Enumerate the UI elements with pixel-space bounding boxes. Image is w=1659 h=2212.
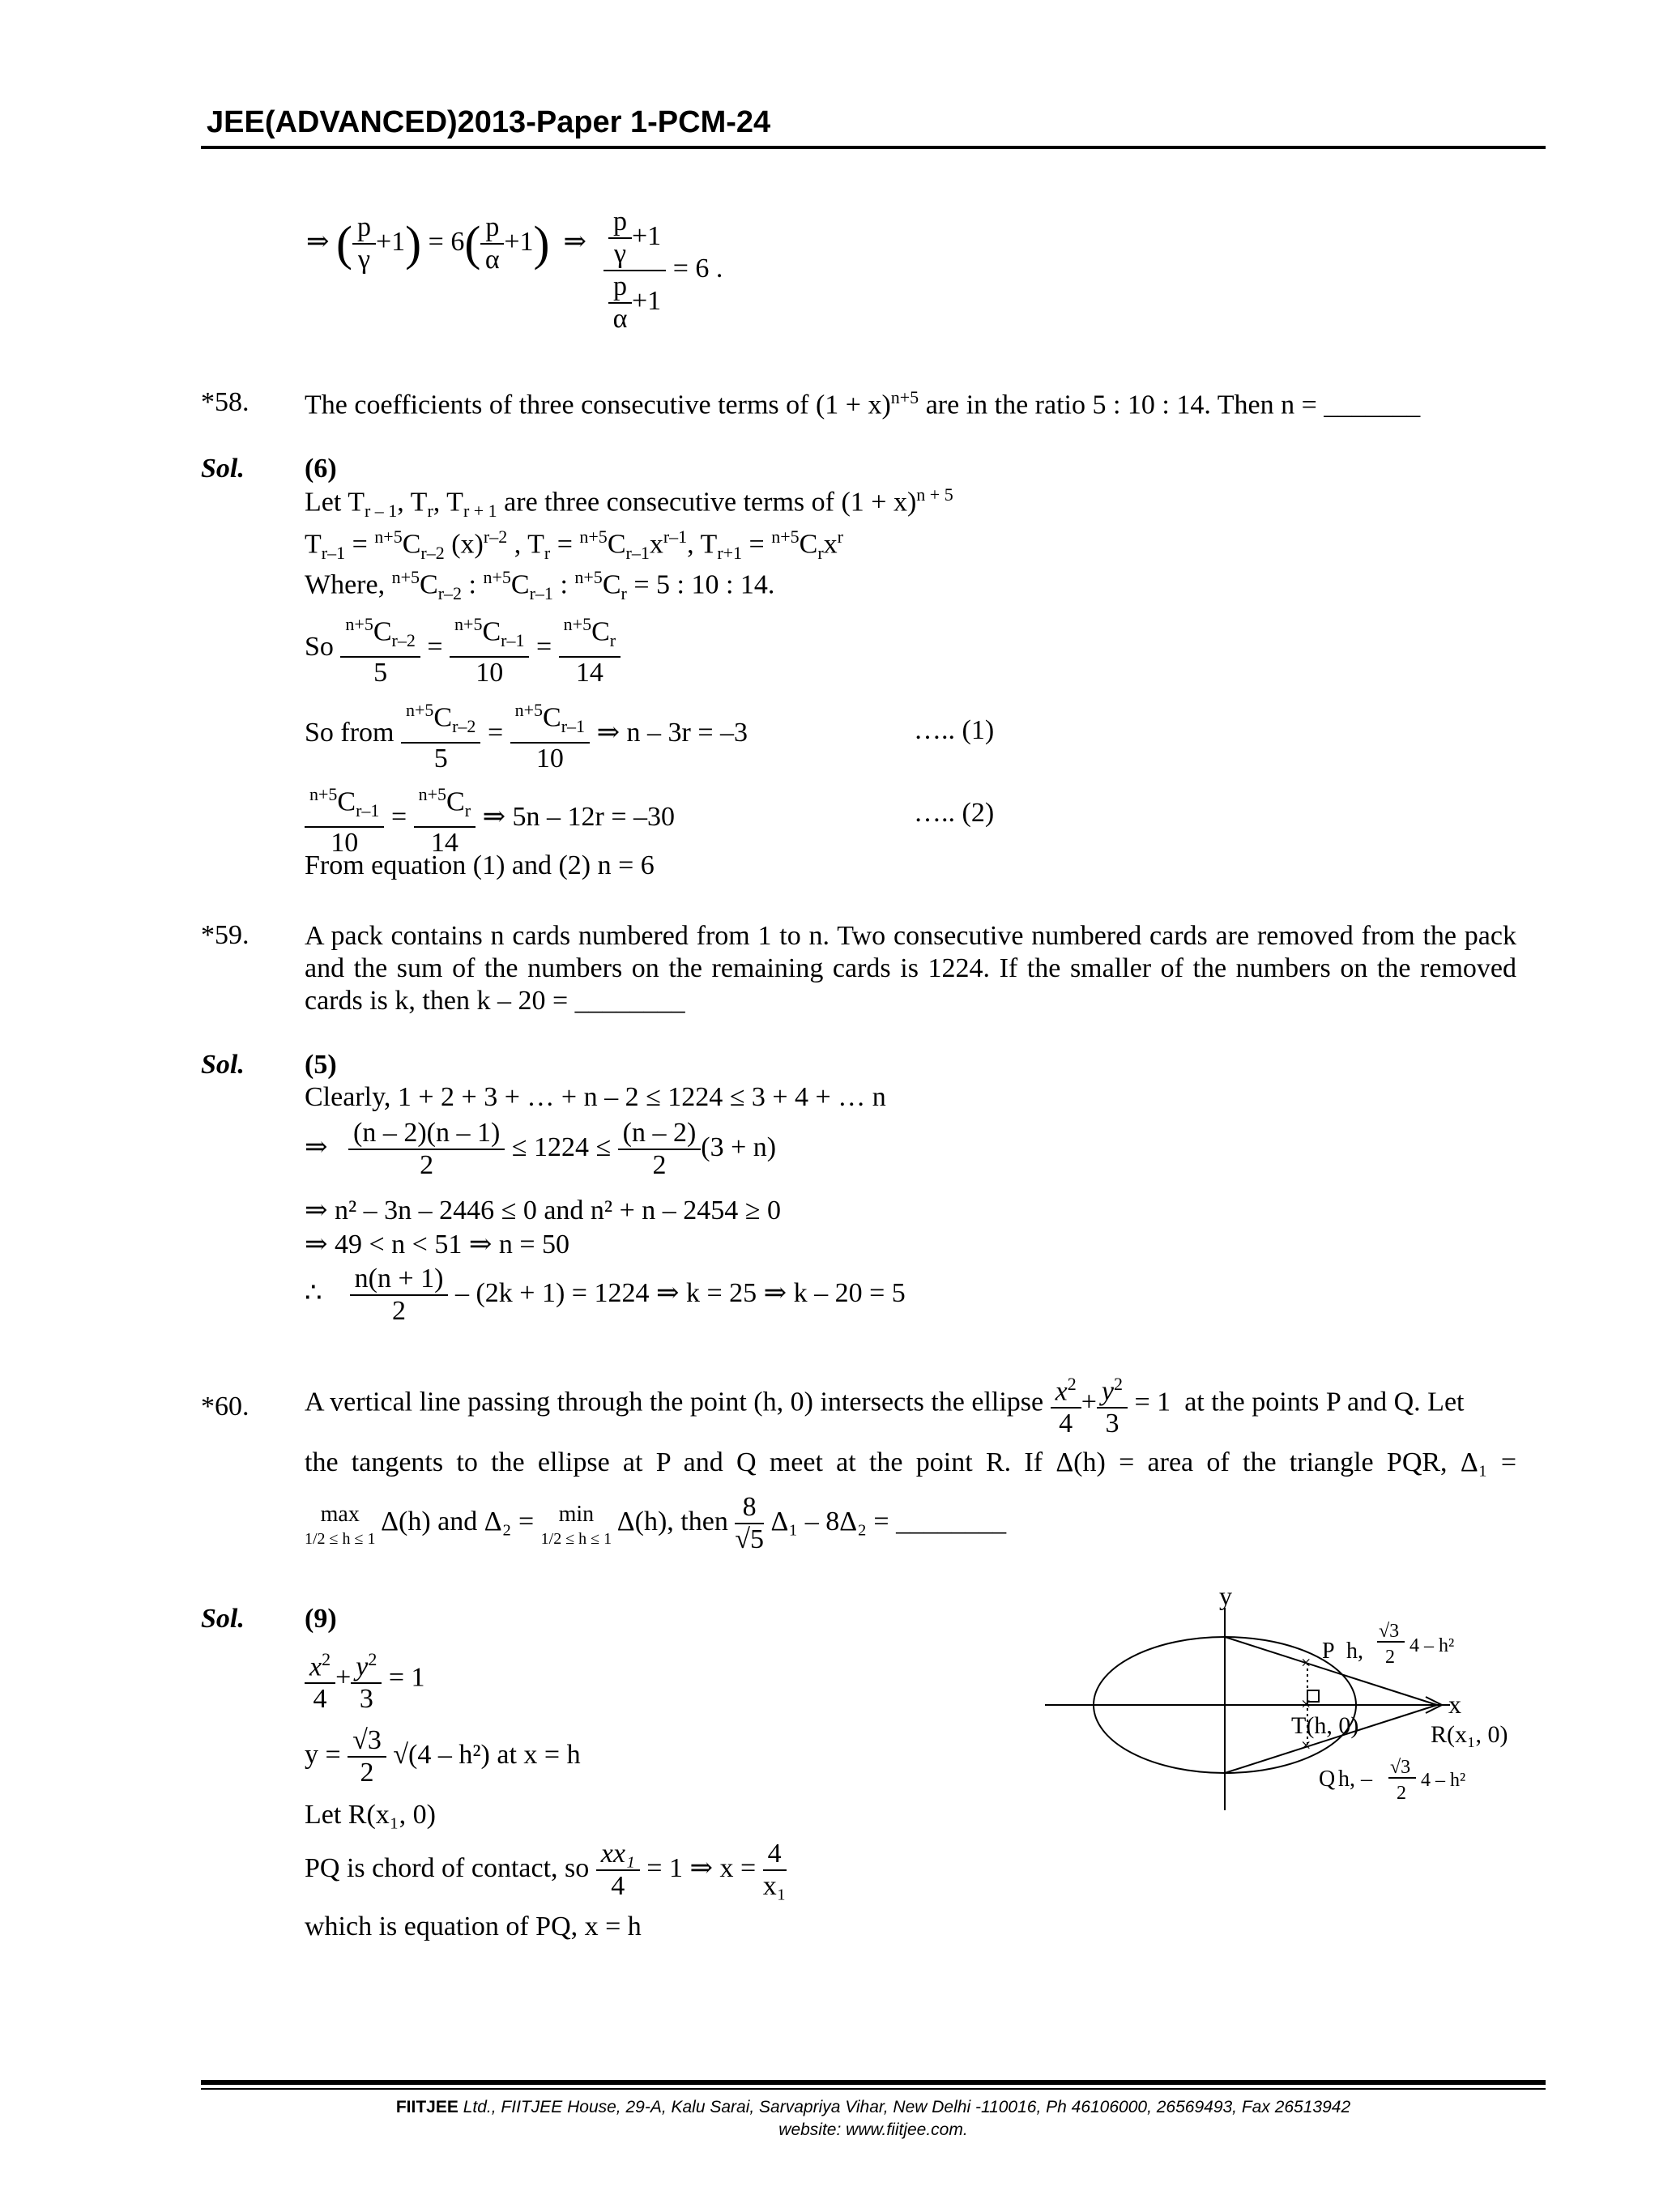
sol59-n-value: ⇒ 49 < n < 51 ⇒ n = 50 <box>305 1230 570 1259</box>
sol58-conclusion: From equation (1) and (2) n = 6 <box>305 850 655 880</box>
figure-p-label: P <box>1322 1639 1335 1664</box>
figure-x-label: x <box>1448 1690 1461 1719</box>
point-markers <box>1301 1652 1311 1755</box>
sol58-line1: Let $T_{r - 1}$, $T_r$, $T_{r + 1}$ are three consecutive terms of $(1 + x)^{n + 5}$ <box>305 484 953 522</box>
sol58-so-from: So from $\frac{^{n+5}C_{r-2}}{5}$ = $\frac{^{n+5}C_{r-1}}{10}$ ⇒ n – 3r = –3 <box>305 695 748 774</box>
page-header-title: JEE(ADVANCED)2013-Paper 1-PCM-24 <box>207 105 771 139</box>
question-59-text: A pack contains n cards numbered from 1 to n. Two consecutive numbered cards are removed from the pack and the sum of the numbers on the remaining cards is 1224. If the smaller of the numbers on the removed cards is k, then k – 20 = ________ <box>305 921 1516 1016</box>
sol60-y-equation: y = $\frac{√3}{2}$ √(4 – h²) at x = h <box>305 1725 581 1788</box>
sol60-chord: PQ is chord of contact, so $\frac{\text{xx₁}}{4}$ = 1 ⇒ x = $\frac{4}{\text{x₁}}$ <box>305 1839 787 1901</box>
carried-fraction: $\frac{p}{\gamma}$ +1 $\frac{p}{\alpha}$ +1 = 6 . <box>603 207 723 335</box>
header-rule <box>201 146 1546 149</box>
p-marker: × <box>1301 1652 1311 1673</box>
answer-58: (6) <box>305 454 337 484</box>
figure-y-label: y <box>1219 1592 1232 1610</box>
solution-label-59: Sol. <box>201 1050 245 1080</box>
answer-59: (5) <box>305 1050 337 1080</box>
carried-equation: ⇒ ( $\frac{p}{\gamma}$ +1) = 6( $\frac{p}{\alpha}$ +1) ⇒ <box>306 212 586 275</box>
solution-label-58: Sol. <box>201 454 245 484</box>
q-marker: × <box>1301 1735 1311 1755</box>
question-60-line1: A vertical line passing through the point (h, 0) intersects the ellipse $\frac{x^2}{4}$ + $\frac{y^2}{3}$ = 1 at the points P and Q. Let <box>305 1369 1464 1439</box>
sol58-where: Where, $^{n+5}C_{r-2}$ : $^{n+5}C_{r-1}$ : $^{n+5}C_r = 5$ : 10 : 14. <box>305 567 775 604</box>
sol60-ellipse-eq: $\frac{x^2}{4}$ + $\frac{y^2}{3}$ = 1 <box>305 1644 425 1715</box>
sol60-last-line: which is equation of PQ, x = h <box>305 1912 642 1941</box>
equation-tag-2: ….. (2) <box>914 798 995 828</box>
figure-p-coord: h, <box>1346 1639 1363 1664</box>
figure-q-coord: h, – <box>1338 1767 1372 1792</box>
figure-q-label: Q <box>1319 1767 1336 1792</box>
footer-rule-thick <box>201 2080 1546 2085</box>
figure-t-label: T(h, 0) <box>1291 1712 1359 1739</box>
figure-p-root3: √3 <box>1379 1621 1400 1642</box>
figure-p-root: 4 – h² <box>1410 1635 1455 1656</box>
sol60-let-r: Let R(x₁, 0) <box>305 1800 436 1830</box>
ellipse-tangent-figure <box>1045 1592 1547 1826</box>
t-marker: × <box>1301 1694 1311 1714</box>
figure-q-two: 2 <box>1397 1783 1406 1804</box>
footer-rule-thin <box>201 2088 1546 2090</box>
figure-q-root3: √3 <box>1390 1757 1411 1778</box>
sol59-line1: Clearly, 1 + 2 + 3 + … + n – 2 ≤ 1224 ≤ 3 + 4 + … n <box>305 1082 886 1112</box>
solution-label-60: Sol. <box>201 1604 245 1634</box>
footer-website: website: www.fiitjee.com. <box>778 2120 968 2139</box>
figure-r-label: R(x₁, 0) <box>1431 1721 1508 1748</box>
footer-address: FIITJEE Ltd., FIITJEE House, 29-A, Kalu Sarai, Sarvapriya Vihar, New Delhi -110016, Ph 46106000, 26569493, Fax 26513942 <box>395 2098 1351 2116</box>
question-58-text: The coefficients of three consecutive terms of $(1 + x)^{n+5}$ are in the ratio 5 : 10 : 14. Then n = _______ <box>305 387 1421 420</box>
sol58-so-ratio: So $\frac{^{n+5}C_{r-2}}{5}$ = $\frac{^{n+5}C_{r-1}}{10}$ = $\frac{^{n+5}C_r}{14}$ <box>305 609 621 688</box>
figure-p-two: 2 <box>1385 1647 1395 1668</box>
equation-tag-1: ….. (1) <box>914 715 995 745</box>
question-number-59: *59. <box>201 920 249 950</box>
sol58-terms: $T_{r-1} = ^{n+5}C_{r-2}$ $(x)^{r-2}$ , $T_r = ^{n+5}C_{r-1}x^{r-1}$, $T_{r+1} = ^{n+5}C_rx^r$ <box>305 526 843 564</box>
sol58-second-ratio: $\frac{^{n+5}C_{r-1}}{10}$ = $\frac{^{n+5}C_r}{14}$ ⇒ 5n – 12r = –30 <box>305 779 675 859</box>
answer-60: (9) <box>305 1604 337 1634</box>
sol59-quadratics: ⇒ n² – 3n – 2446 ≤ 0 and n² + n – 2454 ≥ 0 <box>305 1196 781 1225</box>
sol59-inequality: ⇒ $\frac{(n - 2)(n - 1)}{2}$ ≤ 1224 ≤ $\frac{(n - 2)}{2}$ (3 + n) <box>305 1118 777 1180</box>
sol59-final: ∴ $\frac{n(n + 1)}{2}$ – (2k + 1) = 1224 ⇒ k = 25 ⇒ k – 20 = 5 <box>305 1264 906 1326</box>
figure-q-root: 4 – h² <box>1421 1770 1466 1791</box>
question-60-line3: max 1/2 ≤ h ≤ 1 Δ(h) and Δ₂ = min 1/2 ≤ h ≤ 1 Δ(h), then $\frac{8}{√5}$ Δ₁ – 8Δ₂ = ________ <box>305 1492 1007 1554</box>
question-60-line2: the tangents to the ellipse at P and Q meet at the point R. If Δ(h) = area of the triangle PQR, Δ₁ = <box>305 1447 1516 1477</box>
question-number-60: *60. <box>201 1392 249 1421</box>
question-number-58: *58. <box>201 387 249 417</box>
